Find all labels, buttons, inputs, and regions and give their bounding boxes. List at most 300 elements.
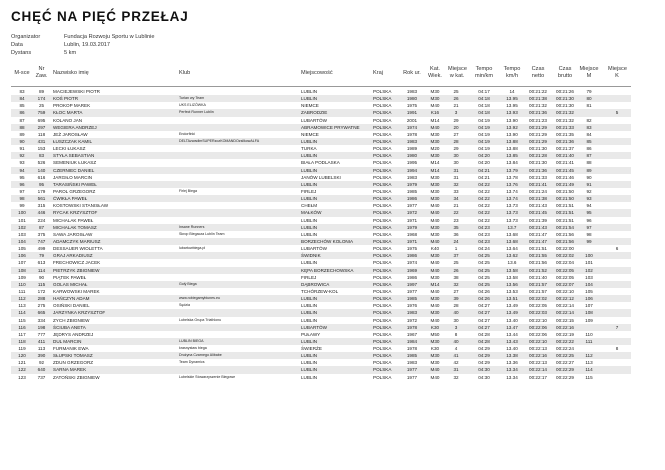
cell-bib: 526 xyxy=(37,160,46,166)
cell-place-men: 81 xyxy=(586,103,592,109)
cell-pace-km-h: 13.88 xyxy=(506,146,518,152)
cell-place-men: 106 xyxy=(585,296,593,302)
cell-net-time: 00:22:17 xyxy=(529,374,547,380)
cell-place: 111 xyxy=(18,288,26,294)
cell-place: 101 xyxy=(18,217,26,223)
cell-net-time: 00:21:47 xyxy=(529,238,547,244)
cell-city: LUBLIN xyxy=(301,338,318,344)
cell-country: POLSKA xyxy=(373,103,392,109)
cell-birth-year: 1985 xyxy=(406,296,418,302)
cell-city: CHEŁM xyxy=(301,203,318,209)
cell-country: POLSKA xyxy=(373,146,392,152)
table-row xyxy=(11,152,631,159)
cell-category-place: 21 xyxy=(453,103,459,109)
cell-club: lubartowbiega.pl xyxy=(179,246,206,251)
cell-pace-km-h: 13.34 xyxy=(506,374,518,380)
cell-country: POLSKA xyxy=(373,181,392,187)
cell-city: LUBLIN xyxy=(301,224,318,230)
cell-place-women: 6 xyxy=(615,246,619,252)
cell-pace-min-km: 04:25 xyxy=(478,253,490,259)
cell-place-men: 114 xyxy=(585,367,593,373)
cell-city: LUBARTÓW xyxy=(301,324,327,330)
cell-pace-min-km: 04:23 xyxy=(478,238,490,244)
cell-place-men: 86 xyxy=(586,146,592,152)
cell-city: LUBLIN xyxy=(301,367,318,373)
date-value: Lublin, 19.03.2017 xyxy=(64,42,111,48)
cell-place: 110 xyxy=(18,281,26,287)
cell-country: POLSKA xyxy=(373,188,392,194)
distance-label: Dystans xyxy=(11,50,32,56)
cell-gross-time: 00:21:49 xyxy=(556,181,574,187)
table-row xyxy=(11,102,631,109)
cell-category-place: 34 xyxy=(453,196,459,202)
cell-net-time: 00:22:10 xyxy=(529,338,547,344)
cell-age-category: M30 xyxy=(430,353,440,359)
cell-place: 116 xyxy=(18,324,26,330)
cell-bib: 153 xyxy=(37,146,46,152)
cell-gross-time: 00:21:36 xyxy=(556,138,574,144)
header-club: Klub xyxy=(179,70,191,76)
cell-age-category: M30 xyxy=(430,231,440,237)
cell-bib: 411 xyxy=(37,338,46,344)
cell-gross-time: 00:22:16 xyxy=(556,324,574,330)
cell-age-category: K30 xyxy=(430,324,440,330)
cell-birth-year: 1977 xyxy=(406,374,418,380)
cell-pace-min-km: 04:29 xyxy=(478,346,490,352)
cell-pace-km-h: 13.90 xyxy=(506,117,518,123)
cell-place: 123 xyxy=(18,374,26,380)
cell-age-category: M30 xyxy=(430,274,440,280)
header-place-women: Miejsce K xyxy=(608,66,627,79)
header-name: Nazwisko imię xyxy=(53,70,89,76)
cell-country: POLSKA xyxy=(373,331,392,337)
cell-place-men: 112 xyxy=(585,353,593,359)
cell-pace-km-h: 13.73 xyxy=(506,217,518,223)
cell-net-time: 00:22:14 xyxy=(529,367,547,373)
cell-pace-min-km: 04:22 xyxy=(478,188,490,194)
cell-place-women: 5 xyxy=(615,110,619,116)
cell-pace-km-h: 13.68 xyxy=(506,238,518,244)
cell-city: DĄBROWICA xyxy=(301,281,330,287)
cell-net-time: 00:21:29 xyxy=(529,138,547,144)
cell-bib: 118 xyxy=(37,131,46,137)
cell-country: POLSKA xyxy=(373,367,392,373)
cell-pace-km-h: 13.38 xyxy=(506,353,518,359)
cell-pace-min-km: 04:21 xyxy=(478,167,490,173)
cell-city: TCHÓRZEW-KOL xyxy=(301,288,339,294)
cell-age-category: M14 xyxy=(430,167,440,173)
cell-club: Firlej Biega xyxy=(179,188,197,193)
cell-birth-year: 1986 xyxy=(406,196,418,202)
table-row xyxy=(11,274,631,281)
cell-category-place: 30 xyxy=(453,160,459,166)
cell-pace-km-h: 13.84 xyxy=(506,160,518,166)
cell-birth-year: 1971 xyxy=(406,217,418,223)
cell-net-time: 00:22:05 xyxy=(529,303,547,309)
cell-bib: 431 xyxy=(37,138,46,144)
cell-bib: 695 xyxy=(37,117,46,123)
cell-net-time: 00:22:10 xyxy=(529,317,547,323)
cell-city: ABRAMOWICE PRYWATNE xyxy=(301,124,360,130)
cell-category-place: 32 xyxy=(453,374,459,380)
cell-city: LUBLIN xyxy=(301,153,318,159)
header-city: Miejscowość xyxy=(301,70,333,76)
table-row xyxy=(11,174,631,181)
table-row xyxy=(11,202,631,209)
table-row xyxy=(11,188,631,195)
cell-city: LUBLIN xyxy=(301,303,318,309)
cell-place: 113 xyxy=(18,303,26,309)
cell-gross-time: 00:22:07 xyxy=(556,281,574,287)
cell-name: FRECHOWICZ JACEK xyxy=(53,260,101,266)
cell-pace-min-km: 04:19 xyxy=(478,146,490,152)
cell-city: ZABRODZIE xyxy=(301,110,328,116)
cell-birth-year: 1989 xyxy=(406,146,418,152)
cell-age-category: M30 xyxy=(430,360,440,366)
cell-place-men: 79 xyxy=(586,89,592,94)
cell-category-place: 30 xyxy=(453,153,459,159)
header-place-men: Miejsce M xyxy=(579,66,599,79)
cell-city: BIAŁA PODLASKA xyxy=(301,160,340,166)
cell-place-men: 103 xyxy=(585,274,593,280)
cell-gross-time: 00:22:14 xyxy=(556,310,574,316)
cell-birth-year: 1978 xyxy=(406,131,418,137)
cell-category-place: 37 xyxy=(453,253,459,259)
cell-net-time: 00:21:36 xyxy=(529,167,547,173)
cell-club: Endorfinki xyxy=(179,131,195,136)
cell-gross-time: 00:22:04 xyxy=(556,260,574,266)
distance-row xyxy=(11,49,154,57)
cell-age-category: M40 xyxy=(430,260,440,266)
cell-country: POLSKA xyxy=(373,360,392,366)
cell-age-category: M30 xyxy=(430,96,440,102)
cell-gross-time: 00:22:19 xyxy=(556,331,574,337)
table-row xyxy=(11,309,631,316)
table-row xyxy=(11,209,631,216)
cell-category-place: 30 xyxy=(453,317,459,323)
cell-city: TURKA xyxy=(301,146,317,152)
table-row xyxy=(11,109,631,116)
cell-bib: 640 xyxy=(37,367,46,373)
cell-birth-year: 1974 xyxy=(406,260,418,266)
cell-gross-time: 00:22:14 xyxy=(556,303,574,309)
cell-pace-min-km: 04:17 xyxy=(478,89,490,94)
cell-age-category: M40 xyxy=(430,103,440,109)
cell-bib: 375 xyxy=(37,231,46,237)
cell-pace-min-km: 04:25 xyxy=(478,260,490,266)
cell-name: MICHALAK PAWEŁ xyxy=(53,217,94,223)
cell-club: www.robiegamybiunes.eu xyxy=(179,296,220,301)
organizer-value: Fundacja Rozwoju Sportu w Lublinie xyxy=(64,34,155,40)
cell-pace-km-h: 13.93 xyxy=(506,110,518,116)
cell-name: ŚCIUBA ANETA xyxy=(53,324,86,330)
cell-place-men: 111 xyxy=(585,338,593,344)
cell-city: FIRLEJ xyxy=(301,188,317,194)
cell-pace-km-h: 13.53 xyxy=(506,288,518,294)
cell-category-place: 24 xyxy=(453,238,459,244)
cell-birth-year: 1980 xyxy=(406,96,418,102)
cell-club: Gołý Biega xyxy=(179,281,197,286)
cell-city: LUBLIN xyxy=(301,374,318,380)
cell-bib: 89 xyxy=(38,89,45,94)
cell-category-place: 32 xyxy=(453,281,459,287)
cell-net-time: 00:21:33 xyxy=(529,174,547,180)
cell-bib: 499 xyxy=(37,246,46,252)
cell-category-place: 32 xyxy=(453,181,459,187)
cell-birth-year: 1975 xyxy=(406,246,418,252)
cell-city: KĘPA BORZECHOWSKA xyxy=(301,267,354,273)
table-row xyxy=(11,145,631,152)
cell-age-category: M40 xyxy=(430,288,440,294)
cell-net-time: 00:21:30 xyxy=(529,146,547,152)
cell-age-category: M40 xyxy=(430,217,440,223)
table-row xyxy=(11,267,631,274)
cell-gross-time: 00:21:37 xyxy=(556,146,574,152)
cell-pace-km-h: 13.95 xyxy=(506,103,518,109)
cell-city: LUBLIN xyxy=(301,296,318,302)
cell-city: LUBARTÓW xyxy=(301,117,327,123)
cell-place: 115 xyxy=(18,317,26,323)
cell-net-time: 00:21:22 xyxy=(529,89,547,94)
cell-category-place: 8 xyxy=(454,331,458,337)
cell-place: 108 xyxy=(18,267,26,273)
cell-gross-time: 00:22:29 xyxy=(556,367,574,373)
table-row xyxy=(11,324,631,331)
cell-country: POLSKA xyxy=(373,160,392,166)
cell-pace-km-h: 13.36 xyxy=(506,360,518,366)
cell-category-place: 25 xyxy=(453,89,459,94)
cell-country: POLSKA xyxy=(373,196,392,202)
cell-gross-time: 00:21:46 xyxy=(556,174,574,180)
cell-country: POLSKA xyxy=(373,238,392,244)
cell-pace-min-km: 04:27 xyxy=(478,317,490,323)
cell-club: Team Dynamics xyxy=(179,360,205,365)
cell-bib: 140 xyxy=(37,167,46,173)
cell-birth-year: 1983 xyxy=(406,174,418,180)
cell-bib: 87 xyxy=(38,224,45,230)
cell-place: 104 xyxy=(18,238,26,244)
cell-pace-min-km: 04:23 xyxy=(478,231,490,237)
cell-pace-min-km: 04:18 xyxy=(478,103,490,109)
cell-net-time: 00:22:13 xyxy=(529,346,547,352)
cell-club: Turlan wy Team xyxy=(179,96,205,101)
cell-place-men: 88 xyxy=(586,160,592,166)
cell-bib: 334 xyxy=(37,317,46,323)
cell-name: STYŁA SEBASTIAN xyxy=(53,153,95,159)
cell-pace-min-km: 04:18 xyxy=(478,110,490,116)
cell-country: POLSKA xyxy=(373,174,392,180)
cell-birth-year: 1979 xyxy=(406,181,418,187)
cell-pace-km-h: 13.44 xyxy=(506,331,518,337)
cell-net-time: 00:21:39 xyxy=(529,217,547,223)
cell-pace-km-h: 13.68 xyxy=(506,231,518,237)
header-net-time: Czas netto xyxy=(531,66,545,79)
cell-net-time: 00:22:02 xyxy=(529,296,547,302)
cell-place: 88 xyxy=(19,124,25,130)
cell-place: 89 xyxy=(19,131,25,137)
cell-net-time: 00:21:56 xyxy=(529,260,547,266)
cell-name: SŁUPSKI TOMASZ xyxy=(53,353,93,359)
cell-name: ADAMCZYK MARIUSZ xyxy=(53,238,101,244)
cell-name: GOLAS MICHAŁ xyxy=(53,281,88,287)
cell-name: RYCAK KRZYSZTOF xyxy=(53,210,98,216)
cell-bib: 288 xyxy=(37,296,46,302)
cell-bib: 390 xyxy=(37,353,46,359)
cell-age-category: M40 xyxy=(430,303,440,309)
cell-category-place: 39 xyxy=(453,296,459,302)
table-row xyxy=(11,331,631,338)
cell-age-category: M40 xyxy=(430,210,440,216)
cell-city: MAŁKÓW xyxy=(301,210,322,216)
cell-pace-km-h: 13.76 xyxy=(506,181,518,187)
cell-bib: 83 xyxy=(38,153,45,159)
cell-place-men: 109 xyxy=(585,317,593,323)
cell-place-men: 105 xyxy=(585,288,593,294)
cell-place-men: 96 xyxy=(586,217,592,223)
cell-gross-time: 00:21:56 xyxy=(556,238,574,244)
header-bib: Nr Zaw. xyxy=(35,66,48,79)
cell-place: 92 xyxy=(19,153,25,159)
cell-category-place: 28 xyxy=(453,138,459,144)
cell-age-category: M14 xyxy=(430,281,440,287)
cell-bib: 737 xyxy=(37,374,46,380)
cell-country: POLSKA xyxy=(373,96,392,102)
cell-pace-min-km: 04:22 xyxy=(478,203,490,209)
cell-city: LUBLIN xyxy=(301,217,318,223)
cell-bib: 777 xyxy=(37,331,46,337)
cell-name: ĆWIKŁA PAWEŁ xyxy=(53,196,88,202)
cell-gross-time: 00:22:22 xyxy=(556,338,574,344)
cell-pace-km-h: 13.7 xyxy=(507,224,517,230)
cell-city: LUBLIN xyxy=(301,181,318,187)
cell-gross-time: 00:22:10 xyxy=(556,288,574,294)
cell-birth-year: 1974 xyxy=(406,124,418,130)
cell-place-women: 8 xyxy=(615,346,619,352)
cell-category-place: 33 xyxy=(453,188,459,194)
cell-name: HAŃCZYN ADAM xyxy=(53,296,90,302)
cell-city: LUBLIN xyxy=(301,260,318,266)
table-row xyxy=(11,95,631,102)
cell-place-men: 95 xyxy=(586,210,592,216)
cell-place: 99 xyxy=(19,203,25,209)
cell-pace-km-h: 13.47 xyxy=(506,324,518,330)
cell-name: WEGIERA ANDRZEJ xyxy=(53,124,97,130)
cell-club: Perfect Runner Lublin xyxy=(179,110,214,115)
header-category-place: Miejsce w kat. xyxy=(448,66,467,79)
cell-birth-year: 1983 xyxy=(406,138,418,144)
cell-age-category: M40 xyxy=(430,124,440,130)
cell-age-category: M40 xyxy=(430,203,440,209)
cell-city: LUBLIN xyxy=(301,360,318,366)
cell-country: POLSKA xyxy=(373,267,392,273)
cell-birth-year: 1975 xyxy=(406,103,418,109)
cell-net-time: 00:22:16 xyxy=(529,353,547,359)
cell-pace-km-h: 13.40 xyxy=(506,317,518,323)
cell-place: 85 xyxy=(19,103,25,109)
cell-name: SARNA MAREK xyxy=(53,367,87,373)
cell-club: krasnystaw biega xyxy=(179,346,207,351)
cell-pace-min-km: 04:30 xyxy=(478,374,490,380)
cell-bib: 114 xyxy=(37,267,46,273)
cell-place-men: 107 xyxy=(585,303,593,309)
cell-age-category: K30 xyxy=(430,346,440,352)
cell-pace-min-km: 04:23 xyxy=(478,224,490,230)
cell-bib: 747 xyxy=(37,238,46,244)
cell-pace-min-km: 04:27 xyxy=(478,310,490,316)
cell-country: POLSKA xyxy=(373,310,392,316)
table-row xyxy=(11,302,631,309)
cell-bib: 172 xyxy=(37,288,46,294)
cell-category-place: 23 xyxy=(453,217,459,223)
header-pace-min-km: Tempo min/km xyxy=(474,66,494,79)
cell-net-time: 00:22:03 xyxy=(529,310,547,316)
cell-bib: 113 xyxy=(37,346,46,352)
cell-place-men: 85 xyxy=(586,138,592,144)
cell-place: 100 xyxy=(18,210,26,216)
cell-name: PROKOP MAREK xyxy=(53,103,91,109)
cell-gross-time: 00:21:50 xyxy=(556,188,574,194)
cell-age-category: M14 xyxy=(430,117,440,123)
cell-pace-km-h: 13.73 xyxy=(506,203,518,209)
cell-gross-time: 00:21:30 xyxy=(556,96,574,102)
cell-age-category: M30 xyxy=(430,196,440,202)
cell-place-men: 99 xyxy=(586,238,592,244)
cell-city: LUBLIN xyxy=(301,353,318,359)
cell-place: 86 xyxy=(19,110,25,116)
cell-place-men: 91 xyxy=(586,181,592,187)
cell-birth-year: 1980 xyxy=(406,153,418,159)
cell-place-men: 104 xyxy=(585,281,593,287)
cell-age-category: M14 xyxy=(430,160,440,166)
cell-country: POLSKA xyxy=(373,296,392,302)
cell-bib: 174 xyxy=(37,96,46,102)
cell-net-time: 00:21:57 xyxy=(529,281,547,287)
table-row xyxy=(11,167,631,174)
cell-gross-time: 00:21:51 xyxy=(556,203,574,209)
cell-birth-year: 1971 xyxy=(406,238,418,244)
cell-city: ŚWIERŻE xyxy=(301,346,322,352)
cell-place-men: 94 xyxy=(586,203,592,209)
cell-pace-km-h: 13.64 xyxy=(506,246,518,252)
cell-place-men: 98 xyxy=(586,231,592,237)
cell-pace-min-km: 04:26 xyxy=(478,288,490,294)
cell-place: 117 xyxy=(18,331,26,337)
cell-category-place: 20 xyxy=(453,124,459,130)
cell-birth-year: 1986 xyxy=(406,253,418,259)
cell-gross-time: 00:21:40 xyxy=(556,153,574,159)
cell-place: 97 xyxy=(19,188,25,194)
cell-category-place: 42 xyxy=(453,360,459,366)
cell-place: 105 xyxy=(18,246,26,252)
cell-birth-year: 1977 xyxy=(406,288,418,294)
header-gross-time: Czas brutto xyxy=(557,66,573,79)
cell-name: JĘDRYS ANDRZEJ xyxy=(53,331,94,337)
cell-age-category: M30 xyxy=(430,181,440,187)
cell-place-women: 7 xyxy=(615,324,619,330)
cell-bib: 79 xyxy=(38,253,45,259)
table-row xyxy=(11,195,631,202)
cell-name: KARWOWSKI MAREK xyxy=(53,288,100,294)
cell-bib: 297 xyxy=(37,124,46,130)
cell-name: FURMANIK EWA xyxy=(53,346,89,352)
cell-net-time: 00:21:55 xyxy=(529,253,547,259)
cell-bib: 90 xyxy=(38,274,45,280)
cell-category-place: 3 xyxy=(454,324,458,330)
table-row xyxy=(11,159,631,166)
cell-place-men: 102 xyxy=(585,267,593,273)
cell-pace-min-km: 04:22 xyxy=(478,210,490,216)
table-row xyxy=(11,259,631,266)
